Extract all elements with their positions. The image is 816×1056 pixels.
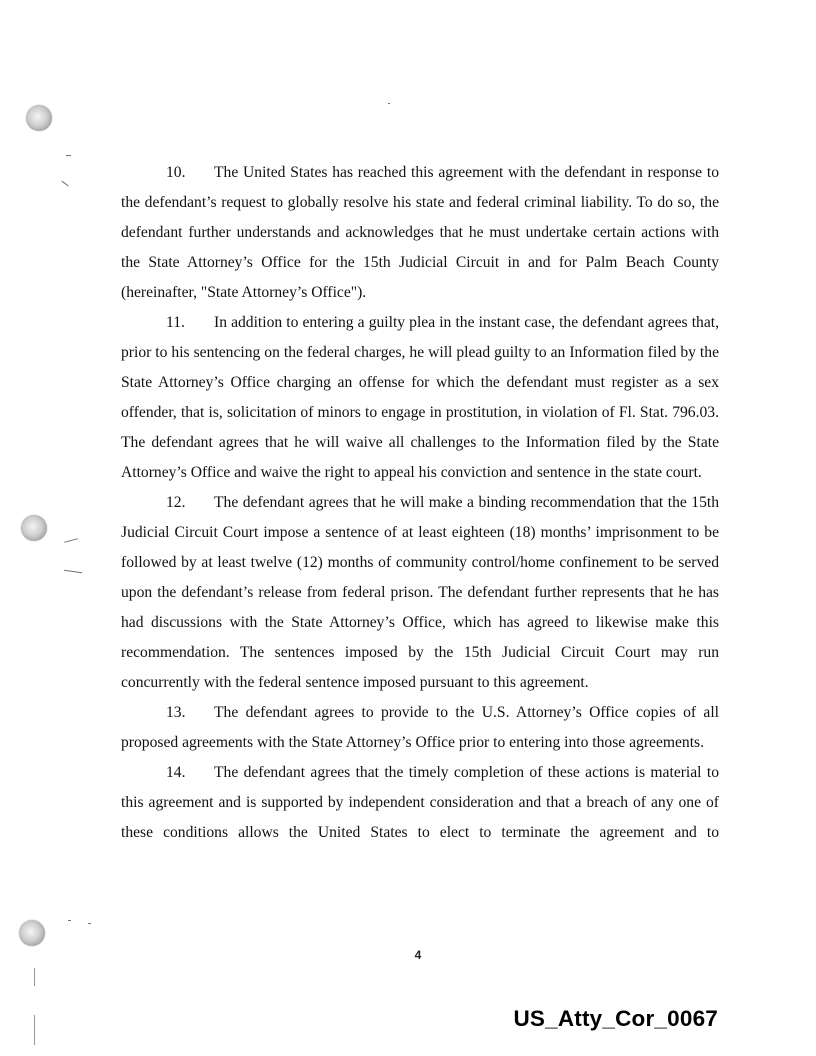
scan-speck <box>61 181 68 186</box>
scan-speck <box>66 155 71 156</box>
paragraph-number: 10. <box>166 164 186 181</box>
scan-edge-mark <box>34 1015 35 1045</box>
paragraph-14 <box>121 758 719 848</box>
paragraph-13 <box>121 698 719 758</box>
paragraph-text: In addition to entering a guilty plea in the instant case, the defendant agrees that, prior to his sentencing on the federal charges, he will plead guilty to an Information filed by the State Attorney’s Office charging an offense for which the defendant must register as a sex offender, that is, solicitation of minors to engage in prostitution, in violation of Fl. Stat. 796.03. The defendant agrees that he will waive all challenges to the Information filed by the State Attorney’s Office and waive the right to appeal his conviction and sentence in the state court. <box>121 314 719 481</box>
paragraph-number: 14. <box>166 764 186 781</box>
scan-speck <box>64 570 82 573</box>
scan-speck <box>88 923 91 924</box>
bates-stamp: US_Atty_Cor_0067 <box>513 1006 718 1031</box>
paragraph-number: 11. <box>166 314 185 331</box>
hole-punch-bottom <box>19 920 45 946</box>
paragraph-text: The defendant agrees to provide to the U.S. Attorney’s Office copies of all proposed agreements with the State Attorney’s Office prior to entering into those agreements. <box>121 704 719 751</box>
paragraph-number: 13. <box>166 704 186 721</box>
paragraph-number: 12. <box>166 494 186 511</box>
hole-punch-top <box>26 105 52 131</box>
page-number: 4 <box>414 948 422 962</box>
scan-edge-mark <box>34 968 35 986</box>
paragraph-12 <box>121 488 719 698</box>
paragraph-text: The defendant agrees that he will make a binding recommendation that the 15th Judicial Circuit Court impose a sentence of at least eighteen (18) months’ imprisonment to be followed by at least twelve (12) months of community control/home confinement to be served upon the defendant’s release from federal prison. The defendant further represents that he has had discussions with the State Attorney’s Office, which has agreed to likewise make this recommendation. The sentences imposed by the 15th Judicial Circuit Court may run concurrently with the federal sentence imposed pursuant to this agreement. <box>121 494 719 691</box>
paragraph-text: The defendant agrees that the timely completion of these actions is material to this agreement and is supported by independent consideration and that a breach of any one of these conditions allows the United States to elect to terminate the agreement and to <box>121 764 719 841</box>
scan-speck <box>68 920 71 921</box>
paragraph-11 <box>121 308 719 488</box>
document-body <box>121 158 719 848</box>
paragraph-10 <box>121 158 719 308</box>
scan-speck <box>388 103 390 104</box>
scan-speck <box>64 538 78 543</box>
hole-punch-middle <box>21 515 47 541</box>
paragraph-text: The United States has reached this agreement with the defendant in response to the defendant’s request to globally resolve his state and federal criminal liability. To do so, the defendant further understands and acknowledges that he must undertake certain actions with the State Attorney’s Office for the 15th Judicial Circuit in and for Palm Beach County (hereinafter, "State Attorney’s Office"). <box>121 164 719 301</box>
